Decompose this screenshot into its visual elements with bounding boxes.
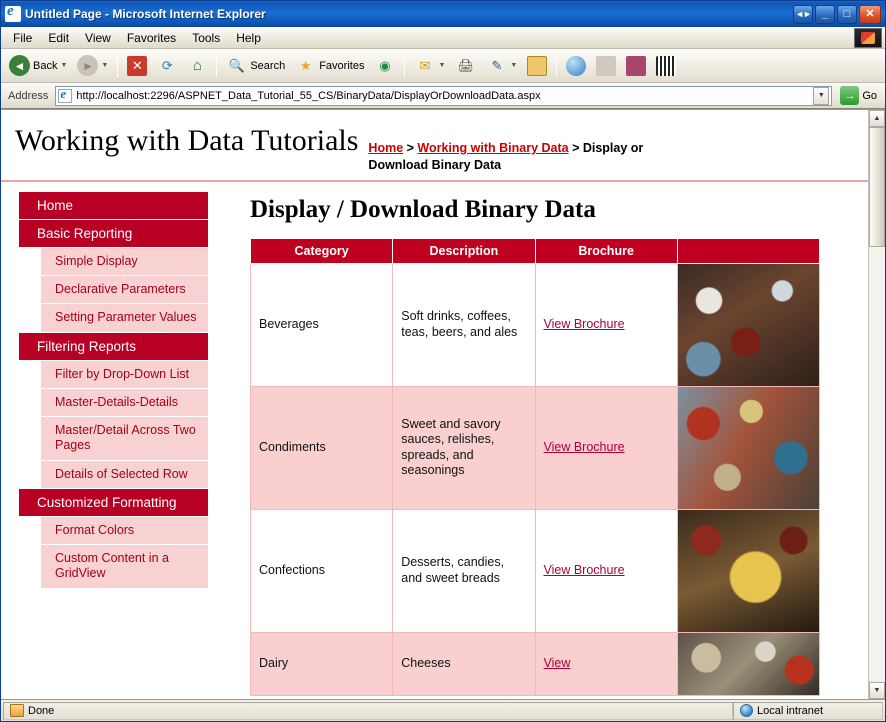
breadcrumb-separator-1: > <box>403 141 418 155</box>
view-brochure-link[interactable]: View Brochure <box>543 316 625 331</box>
column-header-description[interactable]: Description <box>393 238 535 263</box>
menu-item-view[interactable]: View <box>85 30 111 45</box>
cell-brochure <box>535 386 677 509</box>
cell-category: Confections <box>251 509 393 632</box>
home-button[interactable] <box>183 54 211 78</box>
messenger-button[interactable] <box>562 54 590 78</box>
flag-icon <box>861 32 875 44</box>
breadcrumb <box>368 122 698 174</box>
favorites-label: Favorites <box>319 59 365 72</box>
address-input[interactable] <box>55 86 832 106</box>
dairy-thumbnail-icon <box>678 633 819 695</box>
refresh-icon: ⟳ <box>161 57 173 73</box>
sidebar-item-filter-by-drop-down-list[interactable]: Filter by Drop-Down List <box>41 361 208 389</box>
table-row <box>251 632 820 695</box>
sidebar-item-home[interactable]: Home <box>19 192 208 220</box>
navigation-toolbar <box>1 49 885 83</box>
favorites-button[interactable] <box>291 53 368 78</box>
cell-description: Cheeses <box>393 632 535 695</box>
page-viewport <box>1 109 885 699</box>
discuss-button[interactable] <box>523 54 551 78</box>
toolbar-separator <box>216 55 217 77</box>
notes-icon <box>626 56 646 76</box>
cell-category: Condiments <box>251 386 393 509</box>
menu-item-help[interactable]: Help <box>236 30 261 45</box>
sidebar-item-setting-parameter-values[interactable]: Setting Parameter Values <box>41 304 208 332</box>
condiments-thumbnail-icon <box>678 387 819 509</box>
cell-brochure <box>535 509 677 632</box>
sidebar-item-declarative-parameters[interactable]: Declarative Parameters <box>41 276 208 304</box>
cell-brochure <box>535 263 677 386</box>
stop-icon: ✕ <box>127 56 147 76</box>
ie-page-icon <box>5 6 21 22</box>
address-dropdown-button[interactable]: ▼ <box>813 87 829 105</box>
sidebar-nav <box>1 182 208 589</box>
cell-description: Desserts, candies, and sweet breads <box>393 509 535 632</box>
cell-description: Soft drinks, coffees, teas, beers, and ales <box>393 263 535 386</box>
confections-thumbnail-icon <box>678 510 819 632</box>
print-button[interactable] <box>451 53 480 78</box>
extra-tool-1[interactable] <box>592 54 620 78</box>
done-icon <box>10 704 24 717</box>
breadcrumb-link-section[interactable]: Working with Binary Data <box>417 141 569 155</box>
edit-icon: ✎ <box>491 57 503 73</box>
menu-item-tools[interactable]: Tools <box>192 30 221 45</box>
sidebar-item-simple-display[interactable]: Simple Display <box>41 248 208 276</box>
extra-tool-3[interactable] <box>652 54 680 78</box>
address-label: Address <box>8 89 49 102</box>
table-row <box>251 509 820 632</box>
status-text: Done <box>28 704 55 717</box>
search-button[interactable] <box>222 53 289 78</box>
chevron-down-icon[interactable]: ▼ <box>60 62 68 69</box>
content-row <box>1 182 868 696</box>
site-title: Working with Data Tutorials <box>15 124 359 157</box>
cell-image <box>677 632 819 695</box>
address-url-text: http://localhost:2296/ASPNET_Data_Tutorial_55_CS/BinaryData/DisplayOrDownloadData.aspx <box>76 89 541 102</box>
title-bar <box>1 1 885 27</box>
window-title: Untitled Page - Microsoft Internet Explorer <box>25 7 266 21</box>
back-arrow-icon: ◄ <box>9 55 30 76</box>
status-message-pane <box>3 702 733 720</box>
extra-tool-2[interactable] <box>622 54 650 78</box>
zone-text: Local intranet <box>757 704 824 717</box>
forward-button[interactable] <box>73 53 112 78</box>
go-label: Go <box>862 89 877 102</box>
cell-category: Beverages <box>251 263 393 386</box>
sidebar-item-details-of-selected-row[interactable]: Details of Selected Row <box>41 461 208 489</box>
chevron-down-icon[interactable]: ▼ <box>438 62 446 69</box>
breadcrumb-link-home[interactable]: Home <box>368 141 404 155</box>
sidebar-item-master-details-details[interactable]: Master-Details-Details <box>41 389 208 417</box>
column-header-brochure[interactable]: Brochure <box>535 238 677 263</box>
media-icon: ◉ <box>379 57 391 73</box>
minimize-button[interactable]: _ <box>815 5 835 24</box>
sidebar-item-customized-formatting[interactable]: Customized Formatting <box>19 489 208 517</box>
status-bar <box>1 699 885 721</box>
table-row <box>251 386 820 509</box>
search-label: Search <box>250 59 286 72</box>
site-header <box>1 110 868 182</box>
toolbar-separator <box>117 55 118 77</box>
menu-item-favorites[interactable]: Favorites <box>126 30 177 45</box>
chevron-down-icon[interactable]: ▼ <box>101 62 109 69</box>
stop-button[interactable] <box>123 54 151 78</box>
address-bar <box>1 83 885 109</box>
sidebar-item-basic-reporting[interactable]: Basic Reporting <box>19 220 208 248</box>
cell-image <box>677 509 819 632</box>
menu-bar <box>1 27 885 49</box>
refresh-button[interactable] <box>153 54 181 78</box>
mail-button[interactable] <box>410 53 449 78</box>
forward-arrow-icon: ► <box>77 55 98 76</box>
sidebar-item-master-detail-across-two-pages[interactable]: Master/Detail Across Two Pages <box>41 417 208 461</box>
web-page <box>1 110 868 699</box>
toolbar-separator <box>556 55 557 77</box>
view-brochure-link[interactable]: View Brochure <box>543 562 625 577</box>
restore-group-button[interactable]: ◄► <box>793 5 813 24</box>
sidebar-item-filtering-reports[interactable]: Filtering Reports <box>19 333 208 361</box>
home-icon: ⌂ <box>192 57 202 74</box>
main-content <box>208 182 868 696</box>
folder-icon <box>527 56 547 76</box>
mail-icon: ✉ <box>419 57 431 73</box>
column-header-category[interactable]: Category <box>251 238 393 263</box>
barcode-icon <box>656 56 676 76</box>
window-controls <box>793 5 883 24</box>
scrollbar-track[interactable] <box>869 127 885 682</box>
binary-data-grid <box>250 238 820 696</box>
media-button[interactable] <box>370 53 399 78</box>
column-header-image[interactable] <box>677 238 819 263</box>
view-brochure-link[interactable]: View Brochure <box>543 439 625 454</box>
cell-image <box>677 386 819 509</box>
page-title: Display / Download Binary Data <box>250 195 596 223</box>
sidebar-item-format-colors[interactable]: Format Colors <box>41 517 208 545</box>
table-header-row <box>251 238 820 263</box>
back-label: Back <box>33 59 58 72</box>
star-icon: ★ <box>299 57 312 73</box>
globe-icon <box>566 56 586 76</box>
cell-category: Dairy <box>251 632 393 695</box>
scrollbar-thumb[interactable] <box>869 127 885 247</box>
breadcrumb-current: Display or Download Binary Data <box>368 141 644 172</box>
chevron-down-icon[interactable]: ▼ <box>510 62 518 69</box>
page-icon <box>58 89 72 103</box>
search-icon: 🔍 <box>228 57 245 73</box>
view-brochure-link[interactable]: View <box>543 655 571 670</box>
back-button[interactable] <box>5 53 71 78</box>
table-row <box>251 263 820 386</box>
tool-icon <box>596 56 616 76</box>
cell-brochure <box>535 632 677 695</box>
toolbar-separator <box>404 55 405 77</box>
zone-globe-icon <box>740 704 753 717</box>
security-zone-pane[interactable] <box>733 702 883 720</box>
go-button[interactable] <box>836 86 881 105</box>
menu-item-file[interactable]: File <box>13 30 33 45</box>
scroll-up-button[interactable]: ▲ <box>869 110 885 127</box>
close-button[interactable]: ✕ <box>859 5 881 24</box>
sidebar-item-custom-content-in-a-gridview[interactable]: Custom Content in a GridView <box>41 545 208 589</box>
vertical-scrollbar[interactable] <box>868 110 885 699</box>
cell-description: Sweet and savory sauces, relishes, spreads, and seasonings <box>393 386 535 509</box>
windows-flag-logo <box>854 28 882 48</box>
edit-button[interactable] <box>482 53 521 78</box>
maximize-button[interactable]: □ <box>837 5 857 24</box>
print-icon: 🖨 <box>457 57 475 73</box>
beverages-thumbnail-icon <box>678 264 819 386</box>
menu-item-edit[interactable]: Edit <box>48 30 70 45</box>
go-arrow-icon: → <box>840 86 859 105</box>
cell-image <box>677 263 819 386</box>
breadcrumb-separator-2: > <box>568 141 583 155</box>
scroll-down-button[interactable]: ▼ <box>869 682 885 699</box>
